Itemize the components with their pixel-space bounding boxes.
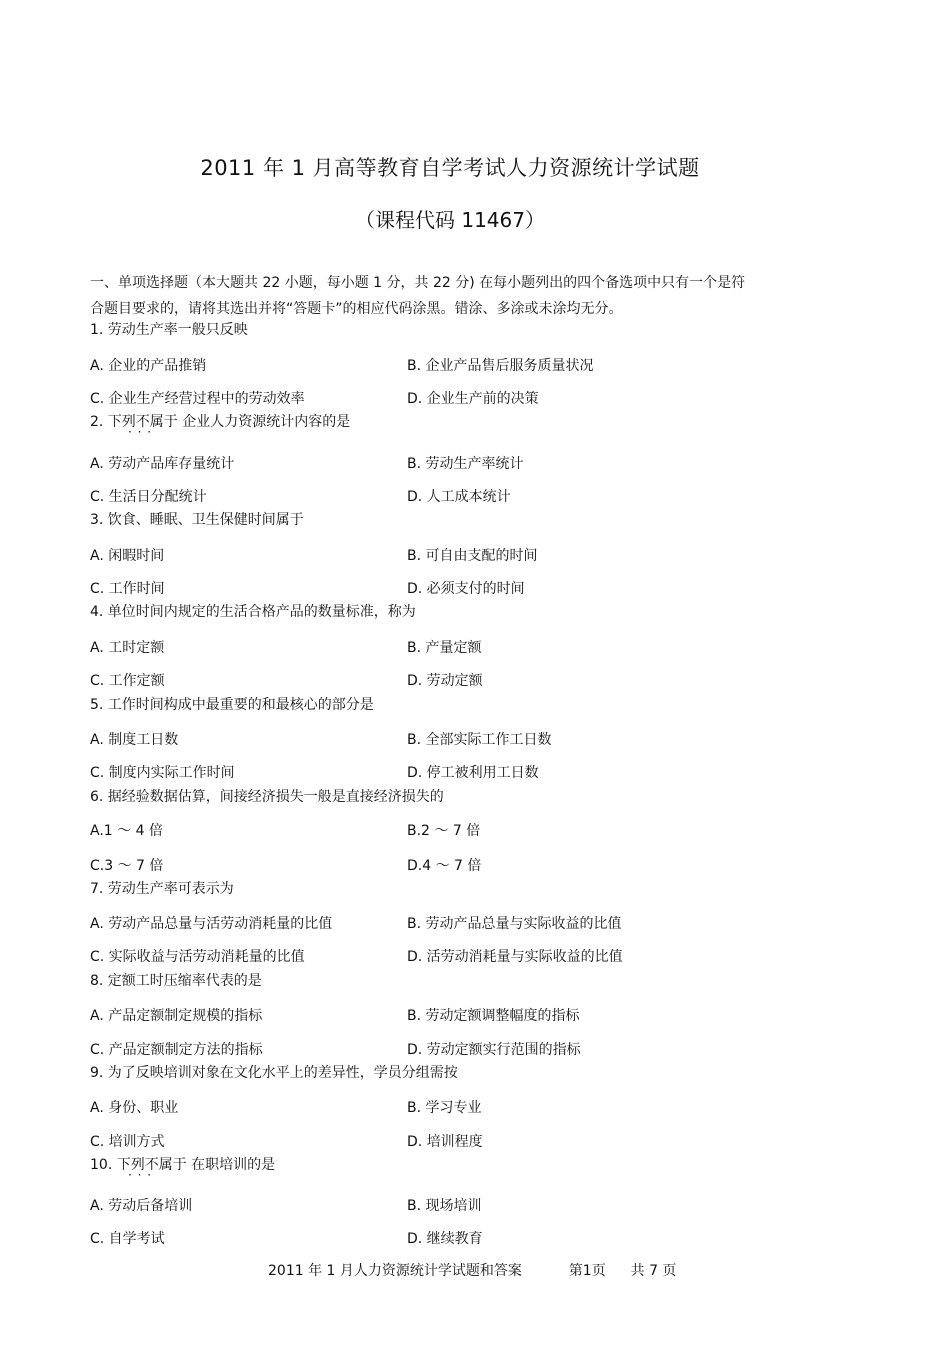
question-9-option-a: A. 身份、职业 — [90, 1100, 179, 1116]
question-8-option-b: B. 劳动定额调整幅度的指标 — [407, 1008, 580, 1024]
question-6-stem: 6. 据经验数据估算，间接经济损失一般是直接经济损失的 — [90, 789, 444, 805]
question-6-option-a: A.1 ～ 4 倍 — [90, 823, 163, 839]
question-3-option-d: D. 必须支付的时间 — [407, 581, 525, 597]
question-1-option-b: B. 企业产品售后服务质量状况 — [407, 358, 594, 374]
instructions-line-2: 合题目要求的，请将其选出并将“答题卡”的相应代码涂黑。错涂、多涂或未涂均无分。 — [90, 301, 623, 317]
question-2-option-d: D. 人工成本统计 — [407, 489, 511, 505]
question-10-stem — [90, 1154, 275, 1174]
question-6-option-b: B.2 ～ 7 倍 — [407, 823, 481, 839]
question-7-option-d: D. 活劳动消耗量与实际收益的比值 — [407, 949, 623, 965]
emphasis-dots: 2. 下列不属于 企业人力资源统计内容的是 · · · — [90, 411, 350, 431]
question-2-option-b: B. 劳动生产率统计 — [407, 456, 524, 472]
question-5-stem: 5. 工作时间构成中最重要的和最核心的部分是 — [90, 697, 374, 713]
question-5-option-c: C. 制度内实际工作时间 — [90, 765, 235, 781]
footer-page-number: 第1页 — [568, 1263, 606, 1279]
instructions-line-1: 一、单项选择题（本大题共 22 小题，每小题 1 分，共 22 分) 在每小题列出的四个备选项中只有一个是符 — [90, 275, 746, 291]
question-4-option-b: B. 产量定额 — [407, 640, 482, 656]
question-6-option-d: D.4 ～ 7 倍 — [407, 858, 482, 874]
question-1-stem: 1. 劳动生产率一般只反映 — [90, 322, 248, 338]
question-2-stem — [90, 411, 350, 431]
question-2-option-c: C. 生活日分配统计 — [90, 489, 207, 505]
question-1-option-c: C. 企业生产经营过程中的劳动效率 — [90, 391, 305, 407]
question-9-option-b: B. 学习专业 — [407, 1100, 482, 1116]
question-7-option-c: C. 实际收益与活劳动消耗量的比值 — [90, 949, 305, 965]
question-1-option-d: D. 企业生产前的决策 — [407, 391, 539, 407]
page-footer — [268, 1260, 676, 1280]
section-instructions — [90, 270, 850, 322]
question-4-option-a: A. 工时定额 — [90, 640, 165, 656]
question-3-option-c: C. 工作时间 — [90, 581, 165, 597]
question-8-option-d: D. 劳动定额实行范围的指标 — [407, 1042, 581, 1058]
question-1-option-a: A. 企业的产品推销 — [90, 358, 207, 374]
question-9-stem: 9. 为了反映培训对象在文化水平上的差异性，学员分组需按 — [90, 1065, 458, 1081]
question-9-option-d: D. 培训程度 — [407, 1134, 483, 1150]
question-8-option-c: C. 产品定额制定方法的指标 — [90, 1042, 263, 1058]
question-3-option-b: B. 可自由支配的时间 — [407, 548, 538, 564]
emphasis-dots: 10. 下列不属于 在职培训的是 · · · — [90, 1154, 275, 1174]
question-4-option-c: C. 工作定额 — [90, 673, 165, 689]
question-3-option-a: A. 闲暇时间 — [90, 548, 165, 564]
question-8-stem: 8. 定额工时压缩率代表的是 — [90, 973, 262, 989]
question-4-option-d: D. 劳动定额 — [407, 673, 483, 689]
question-7-option-a: A. 劳动产品总量与活劳动消耗量的比值 — [90, 916, 333, 932]
question-10-option-a: A. 劳动后备培训 — [90, 1198, 193, 1214]
page-title: 2011 年 1 月高等教育自学考试人力资源统计学试题 — [200, 156, 700, 180]
question-7-option-b: B. 劳动产品总量与实际收益的比值 — [407, 916, 622, 932]
footer-total-pages: 共 7 页 — [630, 1263, 677, 1279]
question-8-option-a: A. 产品定额制定规模的指标 — [90, 1008, 263, 1024]
question-7-stem: 7. 劳动生产率可表示为 — [90, 881, 234, 897]
question-10-option-c: C. 自学考试 — [90, 1231, 165, 1247]
question-5-option-d: D. 停工被利用工日数 — [407, 765, 539, 781]
question-4-stem: 4. 单位时间内规定的生活合格产品的数量标准，称为 — [90, 604, 416, 620]
question-9-option-c: C. 培训方式 — [90, 1134, 165, 1150]
question-5-option-a: A. 制度工日数 — [90, 732, 179, 748]
question-5-option-b: B. 全部实际工作工日数 — [407, 732, 552, 748]
course-code: （课程代码 11467） — [355, 208, 545, 232]
question-2-option-a: A. 劳动产品库存量统计 — [90, 456, 235, 472]
question-3-stem: 3. 饮食、睡眠、卫生保健时间属于 — [90, 512, 304, 528]
question-10-option-d: D. 继续教育 — [407, 1231, 483, 1247]
question-6-option-c: C.3 ～ 7 倍 — [90, 858, 164, 874]
footer-doc-name: 2011 年 1 月人力资源统计学试题和答案 — [268, 1263, 522, 1279]
question-10-option-b: B. 现场培训 — [407, 1198, 482, 1214]
